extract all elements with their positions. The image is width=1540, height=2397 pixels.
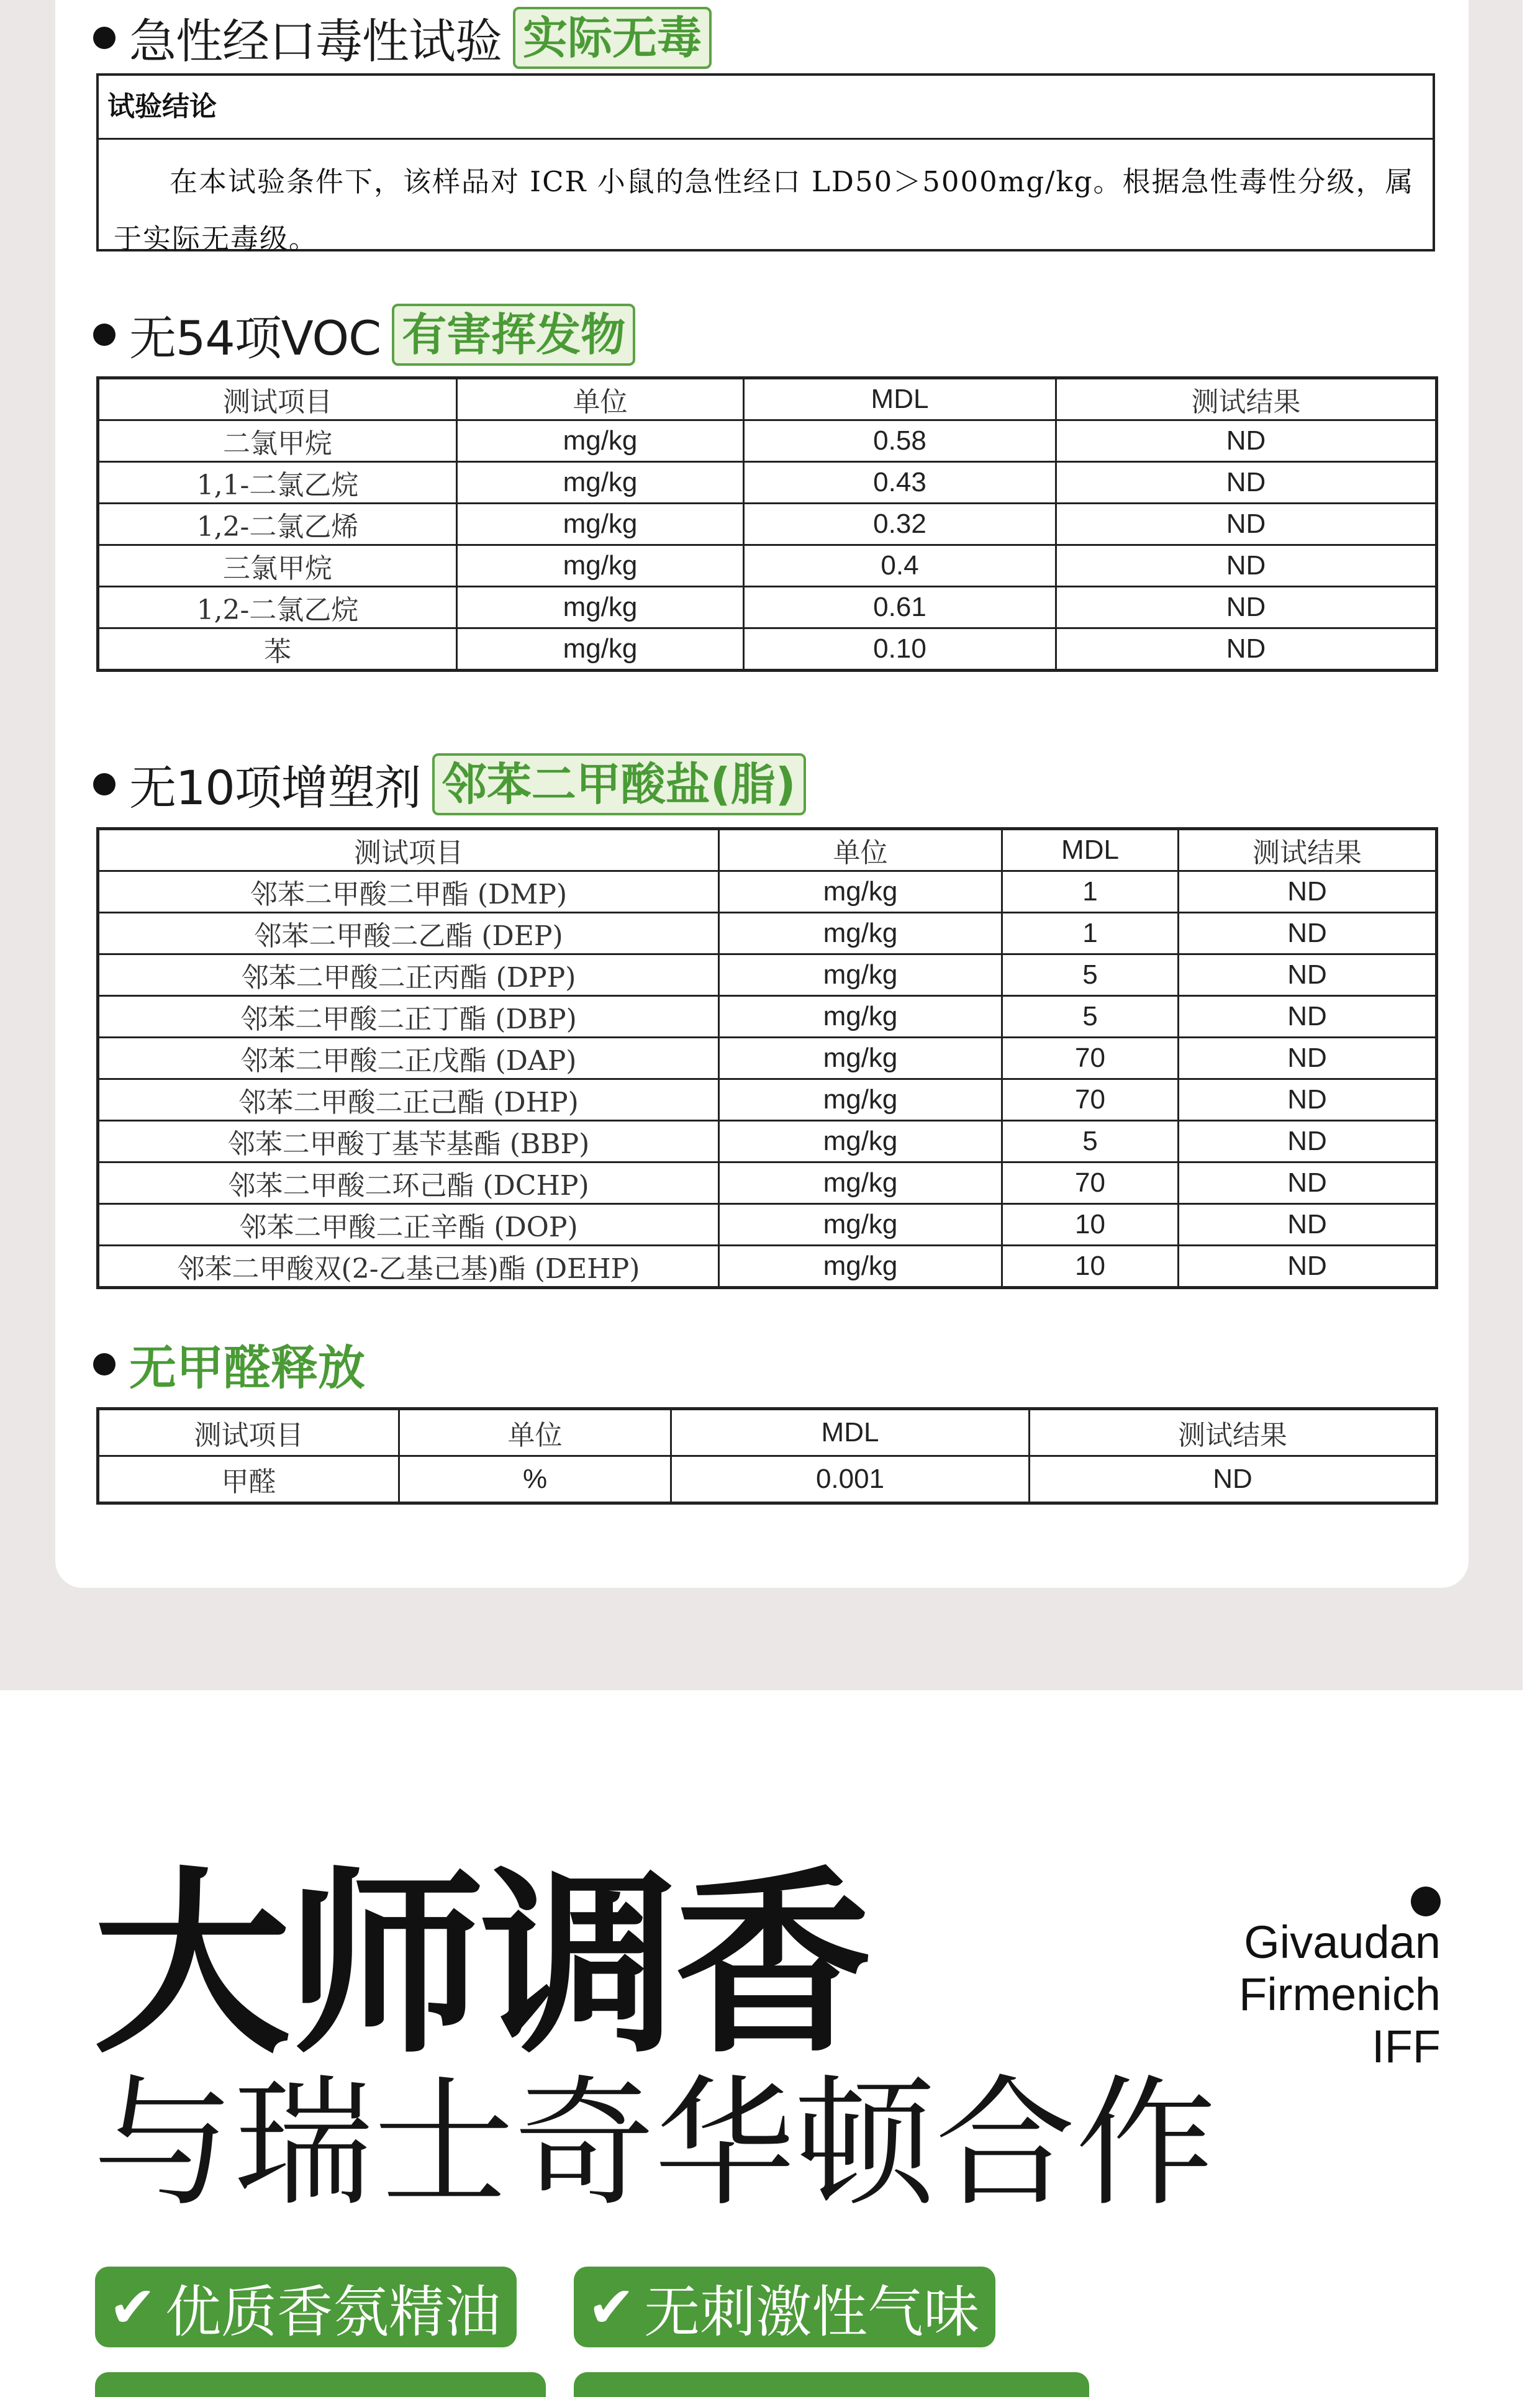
table-row [98, 913, 1437, 954]
table-header-row [98, 829, 1437, 871]
oral-toxicity-heading [93, 4, 712, 71]
table-cell: ND [1056, 420, 1437, 462]
table-header-cell: MDL [671, 1409, 1030, 1456]
table-cell: 甲醛 [98, 1456, 399, 1503]
table-row [98, 628, 1437, 671]
plasticizer-tag: 邻苯二甲酸盐(脂) [432, 753, 806, 815]
table-cell: 邻苯二甲酸丁基苄基酯 (BBP) [98, 1121, 719, 1162]
table-cell: % [399, 1456, 671, 1503]
feature-label: 无刺激性气味 [644, 2280, 980, 2345]
table-cell: 邻苯二甲酸双(2-乙基己基)酯 (DEHP) [98, 1246, 719, 1288]
table-cell: 1 [1002, 871, 1179, 913]
test-conclusion-text: 在本试验条件下，该样品对 ICR 小鼠的急性经口 LD50＞5000mg/kg。根据急性毒性分级，属于实际无毒级。 [114, 165, 1415, 255]
table-row [98, 545, 1437, 587]
table-cell: mg/kg [457, 504, 744, 545]
bullet-icon [93, 1353, 116, 1375]
table-cell: ND [1179, 1038, 1437, 1079]
table-cell: 邻苯二甲酸二正戊酯 (DAP) [98, 1038, 719, 1079]
bullet-icon [93, 324, 116, 346]
brand-subtitle: 与瑞士奇华顿合作 [93, 2062, 1216, 2226]
table-cell: 邻苯二甲酸二正己酯 (DHP) [98, 1079, 719, 1121]
table-cell: mg/kg [719, 913, 1002, 954]
voc-title: 无54项VOC [129, 310, 381, 366]
table-header-row [98, 378, 1437, 420]
table-header-cell: 测试项目 [98, 378, 457, 420]
feature-badge [95, 2267, 517, 2347]
table-cell: ND [1179, 1204, 1437, 1246]
table-cell: mg/kg [457, 545, 744, 587]
table-cell: 10 [1002, 1246, 1179, 1288]
table-cell: 二氯甲烷 [98, 420, 457, 462]
check-icon: ✔ [587, 2273, 636, 2340]
brand-title: 大师调香 [93, 1850, 868, 2080]
table-cell: ND [1179, 913, 1437, 954]
table-cell: 0.001 [671, 1456, 1030, 1503]
table-cell: 5 [1002, 996, 1179, 1038]
table-cell: ND [1179, 1079, 1437, 1121]
table-row [98, 954, 1437, 996]
table-cell: 0.10 [744, 628, 1056, 671]
table-cell: 邻苯二甲酸二正丙酯 (DPP) [98, 954, 719, 996]
feature-label: 优质香氛精油 [165, 2280, 501, 2345]
oral-toxicity-title: 急性经口毒性试验 [129, 14, 502, 69]
table-cell: 邻苯二甲酸二正辛酯 (DOP) [98, 1204, 719, 1246]
bullet-icon [93, 27, 116, 49]
plasticizer-title: 无10项增塑剂 [129, 760, 421, 815]
voc-tag: 有害挥发物 [392, 304, 635, 366]
table-cell: 70 [1002, 1079, 1179, 1121]
table-header-row [98, 1409, 1437, 1456]
table-cell: mg/kg [457, 420, 744, 462]
table-cell: ND [1056, 462, 1437, 504]
table-header-cell: 测试结果 [1030, 1409, 1437, 1456]
table-cell: 苯 [98, 628, 457, 671]
table-cell: mg/kg [719, 871, 1002, 913]
check-icon: ✔ [109, 2273, 157, 2340]
table-cell: ND [1179, 1162, 1437, 1204]
formaldehyde-heading [93, 1330, 365, 1398]
table-cell: mg/kg [719, 1204, 1002, 1246]
table-cell: ND [1056, 545, 1437, 587]
table-cell: mg/kg [457, 628, 744, 671]
feature-badge [574, 2267, 995, 2347]
test-conclusion-title: 试验结论 [99, 76, 1433, 140]
table-cell: 0.58 [744, 420, 1056, 462]
table-row [98, 1162, 1437, 1204]
table-header-cell: 测试项目 [98, 829, 719, 871]
right-margin-strip [1523, 0, 1540, 2385]
table-header-cell: 测试结果 [1056, 378, 1437, 420]
table-cell: 5 [1002, 1121, 1179, 1162]
bullet-icon [93, 773, 116, 795]
table-row [98, 462, 1437, 504]
table-cell: mg/kg [719, 1038, 1002, 1079]
table-cell: mg/kg [719, 1162, 1002, 1204]
table-cell: ND [1056, 628, 1437, 671]
table-cell: ND [1179, 871, 1437, 913]
plasticizer-heading [93, 750, 806, 818]
formaldehyde-table [96, 1407, 1438, 1505]
table-cell: mg/kg [719, 1121, 1002, 1162]
feature-badge-partial [95, 2372, 546, 2397]
voc-table [96, 376, 1438, 672]
table-cell: 邻苯二甲酸二正丁酯 (DBP) [98, 996, 719, 1038]
table-row [98, 996, 1437, 1038]
table-header-cell: MDL [1002, 829, 1179, 871]
table-row [98, 587, 1437, 628]
table-cell: 0.32 [744, 504, 1056, 545]
partner-name: Firmenich [1239, 1969, 1441, 2020]
table-cell: mg/kg [719, 954, 1002, 996]
table-header-cell: MDL [744, 378, 1056, 420]
table-cell: 1,2-二氯乙烷 [98, 587, 457, 628]
table-cell: 70 [1002, 1162, 1179, 1204]
formaldehyde-title: 无甲醛释放 [129, 1340, 365, 1395]
table-cell: 邻苯二甲酸二乙酯 (DEP) [98, 913, 719, 954]
table-cell: 70 [1002, 1038, 1179, 1079]
table-cell: ND [1179, 1121, 1437, 1162]
table-header-cell: 测试项目 [98, 1409, 399, 1456]
table-cell: 1 [1002, 913, 1179, 954]
table-cell: mg/kg [719, 1079, 1002, 1121]
table-row [98, 1038, 1437, 1079]
table-cell: ND [1179, 996, 1437, 1038]
table-cell: ND [1056, 504, 1437, 545]
table-row [98, 1121, 1437, 1162]
table-cell: ND [1179, 954, 1437, 996]
voc-heading [93, 301, 635, 368]
table-cell: 1,1-二氯乙烷 [98, 462, 457, 504]
feature-badge-partial [574, 2372, 1089, 2397]
table-row [98, 1456, 1437, 1503]
table-cell: 邻苯二甲酸二甲酯 (DMP) [98, 871, 719, 913]
table-header-cell: 单位 [399, 1409, 671, 1456]
table-cell: 0.4 [744, 545, 1056, 587]
partner-list [1239, 1916, 1441, 2073]
table-cell: mg/kg [457, 462, 744, 504]
partner-dot-icon [1411, 1887, 1441, 1916]
table-row [98, 1204, 1437, 1246]
plasticizer-table [96, 827, 1438, 1289]
table-row [98, 871, 1437, 913]
table-row [98, 420, 1437, 462]
table-cell: 1,2-二氯乙烯 [98, 504, 457, 545]
table-cell: 0.61 [744, 587, 1056, 628]
partner-name: IFF [1372, 2021, 1441, 2072]
table-row [98, 504, 1437, 545]
table-cell: 0.43 [744, 462, 1056, 504]
table-cell: 三氯甲烷 [98, 545, 457, 587]
table-row [98, 1246, 1437, 1288]
table-cell: mg/kg [457, 587, 744, 628]
table-header-cell: 单位 [719, 829, 1002, 871]
table-cell: 5 [1002, 954, 1179, 996]
table-cell: ND [1056, 587, 1437, 628]
table-cell: mg/kg [719, 996, 1002, 1038]
table-cell: 邻苯二甲酸二环己酯 (DCHP) [98, 1162, 719, 1204]
table-header-cell: 测试结果 [1179, 829, 1437, 871]
test-conclusion-box [96, 73, 1435, 255]
table-header-cell: 单位 [457, 378, 744, 420]
table-row [98, 1079, 1437, 1121]
table-cell: ND [1030, 1456, 1437, 1503]
partner-name: Givaudan [1244, 1916, 1441, 1968]
table-cell: 10 [1002, 1204, 1179, 1246]
oral-toxicity-tag: 实际无毒 [513, 7, 712, 69]
table-cell: mg/kg [719, 1246, 1002, 1288]
table-cell: ND [1179, 1246, 1437, 1288]
